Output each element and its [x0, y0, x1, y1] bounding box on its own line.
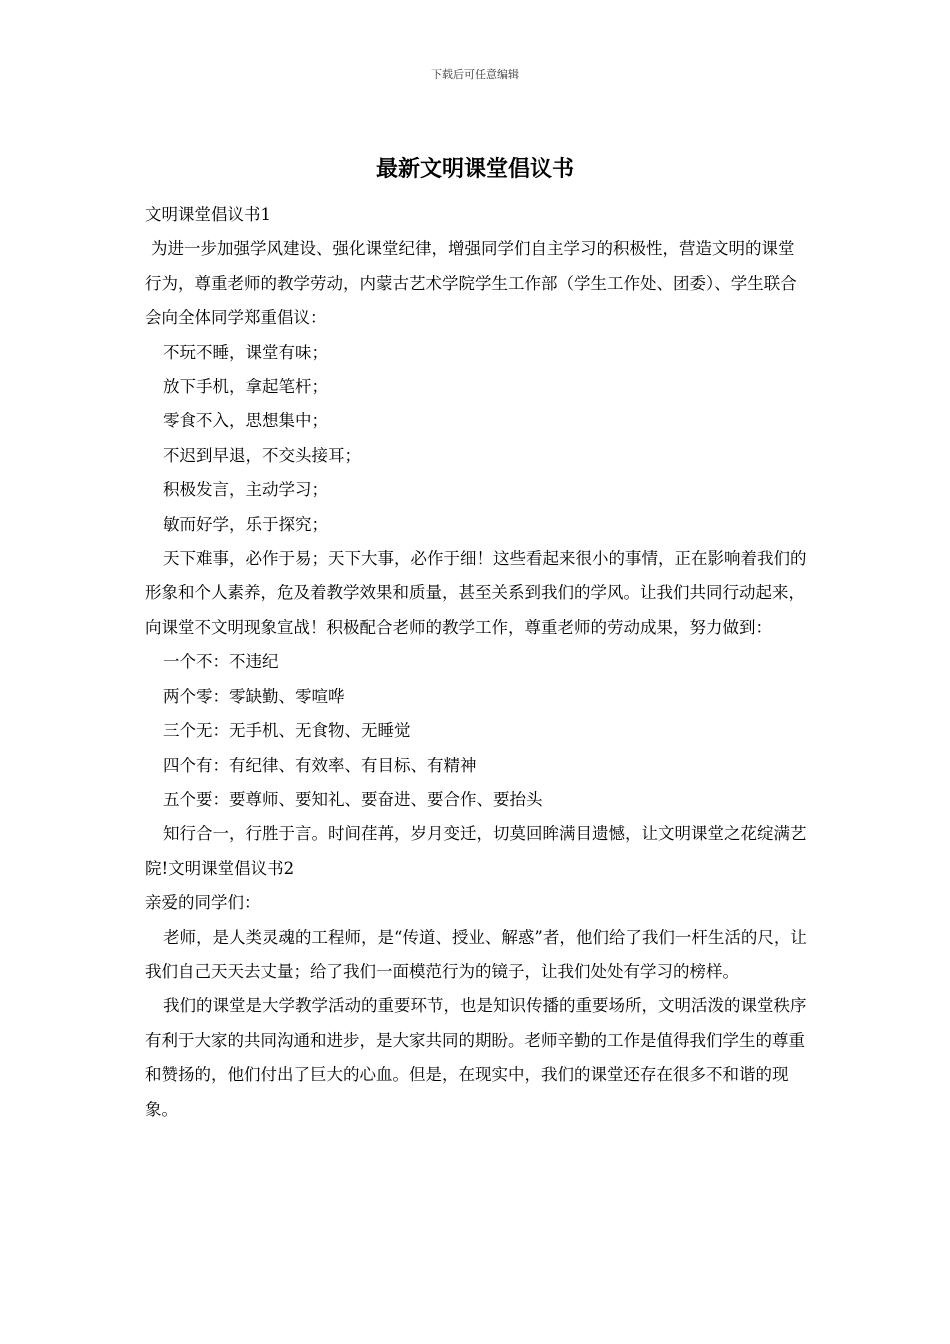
slogan-line: 零食不入，思想集中； — [163, 411, 328, 431]
slogan-line: 放下手机，拿起笔杆； — [163, 377, 328, 397]
slogan-line: 不迟到早退，不交头接耳； — [163, 445, 361, 465]
paragraph-body: 老师，是人类灵魂的工程师，是“传道、授业、解惑”者，他们给了我们一杆生活的尺，让我们自己天天去丈量；给了我们一面模范行为的镜子，让我们处处有学习的榜样。 — [145, 927, 807, 981]
rule-line: 两个零：零缺勤、零喧哗 — [163, 686, 345, 706]
rule-line: 四个有：有纪律、有效率、有目标、有精神 — [163, 755, 477, 775]
paragraph-intro: 为进一步加强学风建设、强化课堂纪律，增强同学们自主学习的积极性，营造文明的课堂行为，尊重老师的教学劳动，内蒙古艺术学院学生工作部（学生工作处、团委）、学生联合会向全体同学郑重倡议： — [145, 239, 797, 328]
slogan-line: 积极发言，主动学习； — [163, 480, 328, 500]
paragraph-body: 知行合一，行胜于言。时间荏苒，岁月变迁，切莫回眸满目遗憾，让文明课堂之花绽满艺院!文明课堂倡议书2 — [145, 824, 807, 878]
header-note: 下载后可任意编辑 — [431, 68, 519, 81]
paragraph-salutation: 亲爱的同学们： — [145, 893, 261, 913]
slogan-line: 敏而好学，乐于探究； — [163, 514, 328, 534]
rule-line: 三个无：无手机、无食物、无睡觉 — [163, 721, 411, 741]
paragraph-subtitle-1: 文明课堂倡议书1 — [145, 205, 271, 224]
paragraph-body: 天下难事，必作于易；天下大事，必作于细！这些看起来很小的事情，正在影响着我们的形象和个人素养，危及着教学效果和质量，甚至关系到我们的学风。让我们共同行动起来，向课堂不文明现象宣战！积极配合老师的教学工作，尊重老师的劳动成果，努力做到： — [145, 549, 807, 637]
rule-line: 五个要：要尊师、要知礼、要奋进、要合作、要抬头 — [163, 789, 543, 809]
document-title: 最新文明课堂倡议书 — [375, 157, 574, 182]
document-body — [145, 198, 810, 1127]
rule-line: 一个不：不违纪 — [163, 652, 279, 672]
paragraph-body: 我们的课堂是大学教学活动的重要环节，也是知识传播的重要场所，文明活泼的课堂秩序有利于大家的共同沟通和进步，是大家共同的期盼。老师辛勤的工作是值得我们学生的尊重和赞扬的，他们付出了巨大的心血。但是，在现实中，我们的课堂还存在很多不和谐的现象。 — [145, 996, 807, 1119]
slogan-line: 不玩不睡，课堂有味； — [163, 342, 328, 362]
